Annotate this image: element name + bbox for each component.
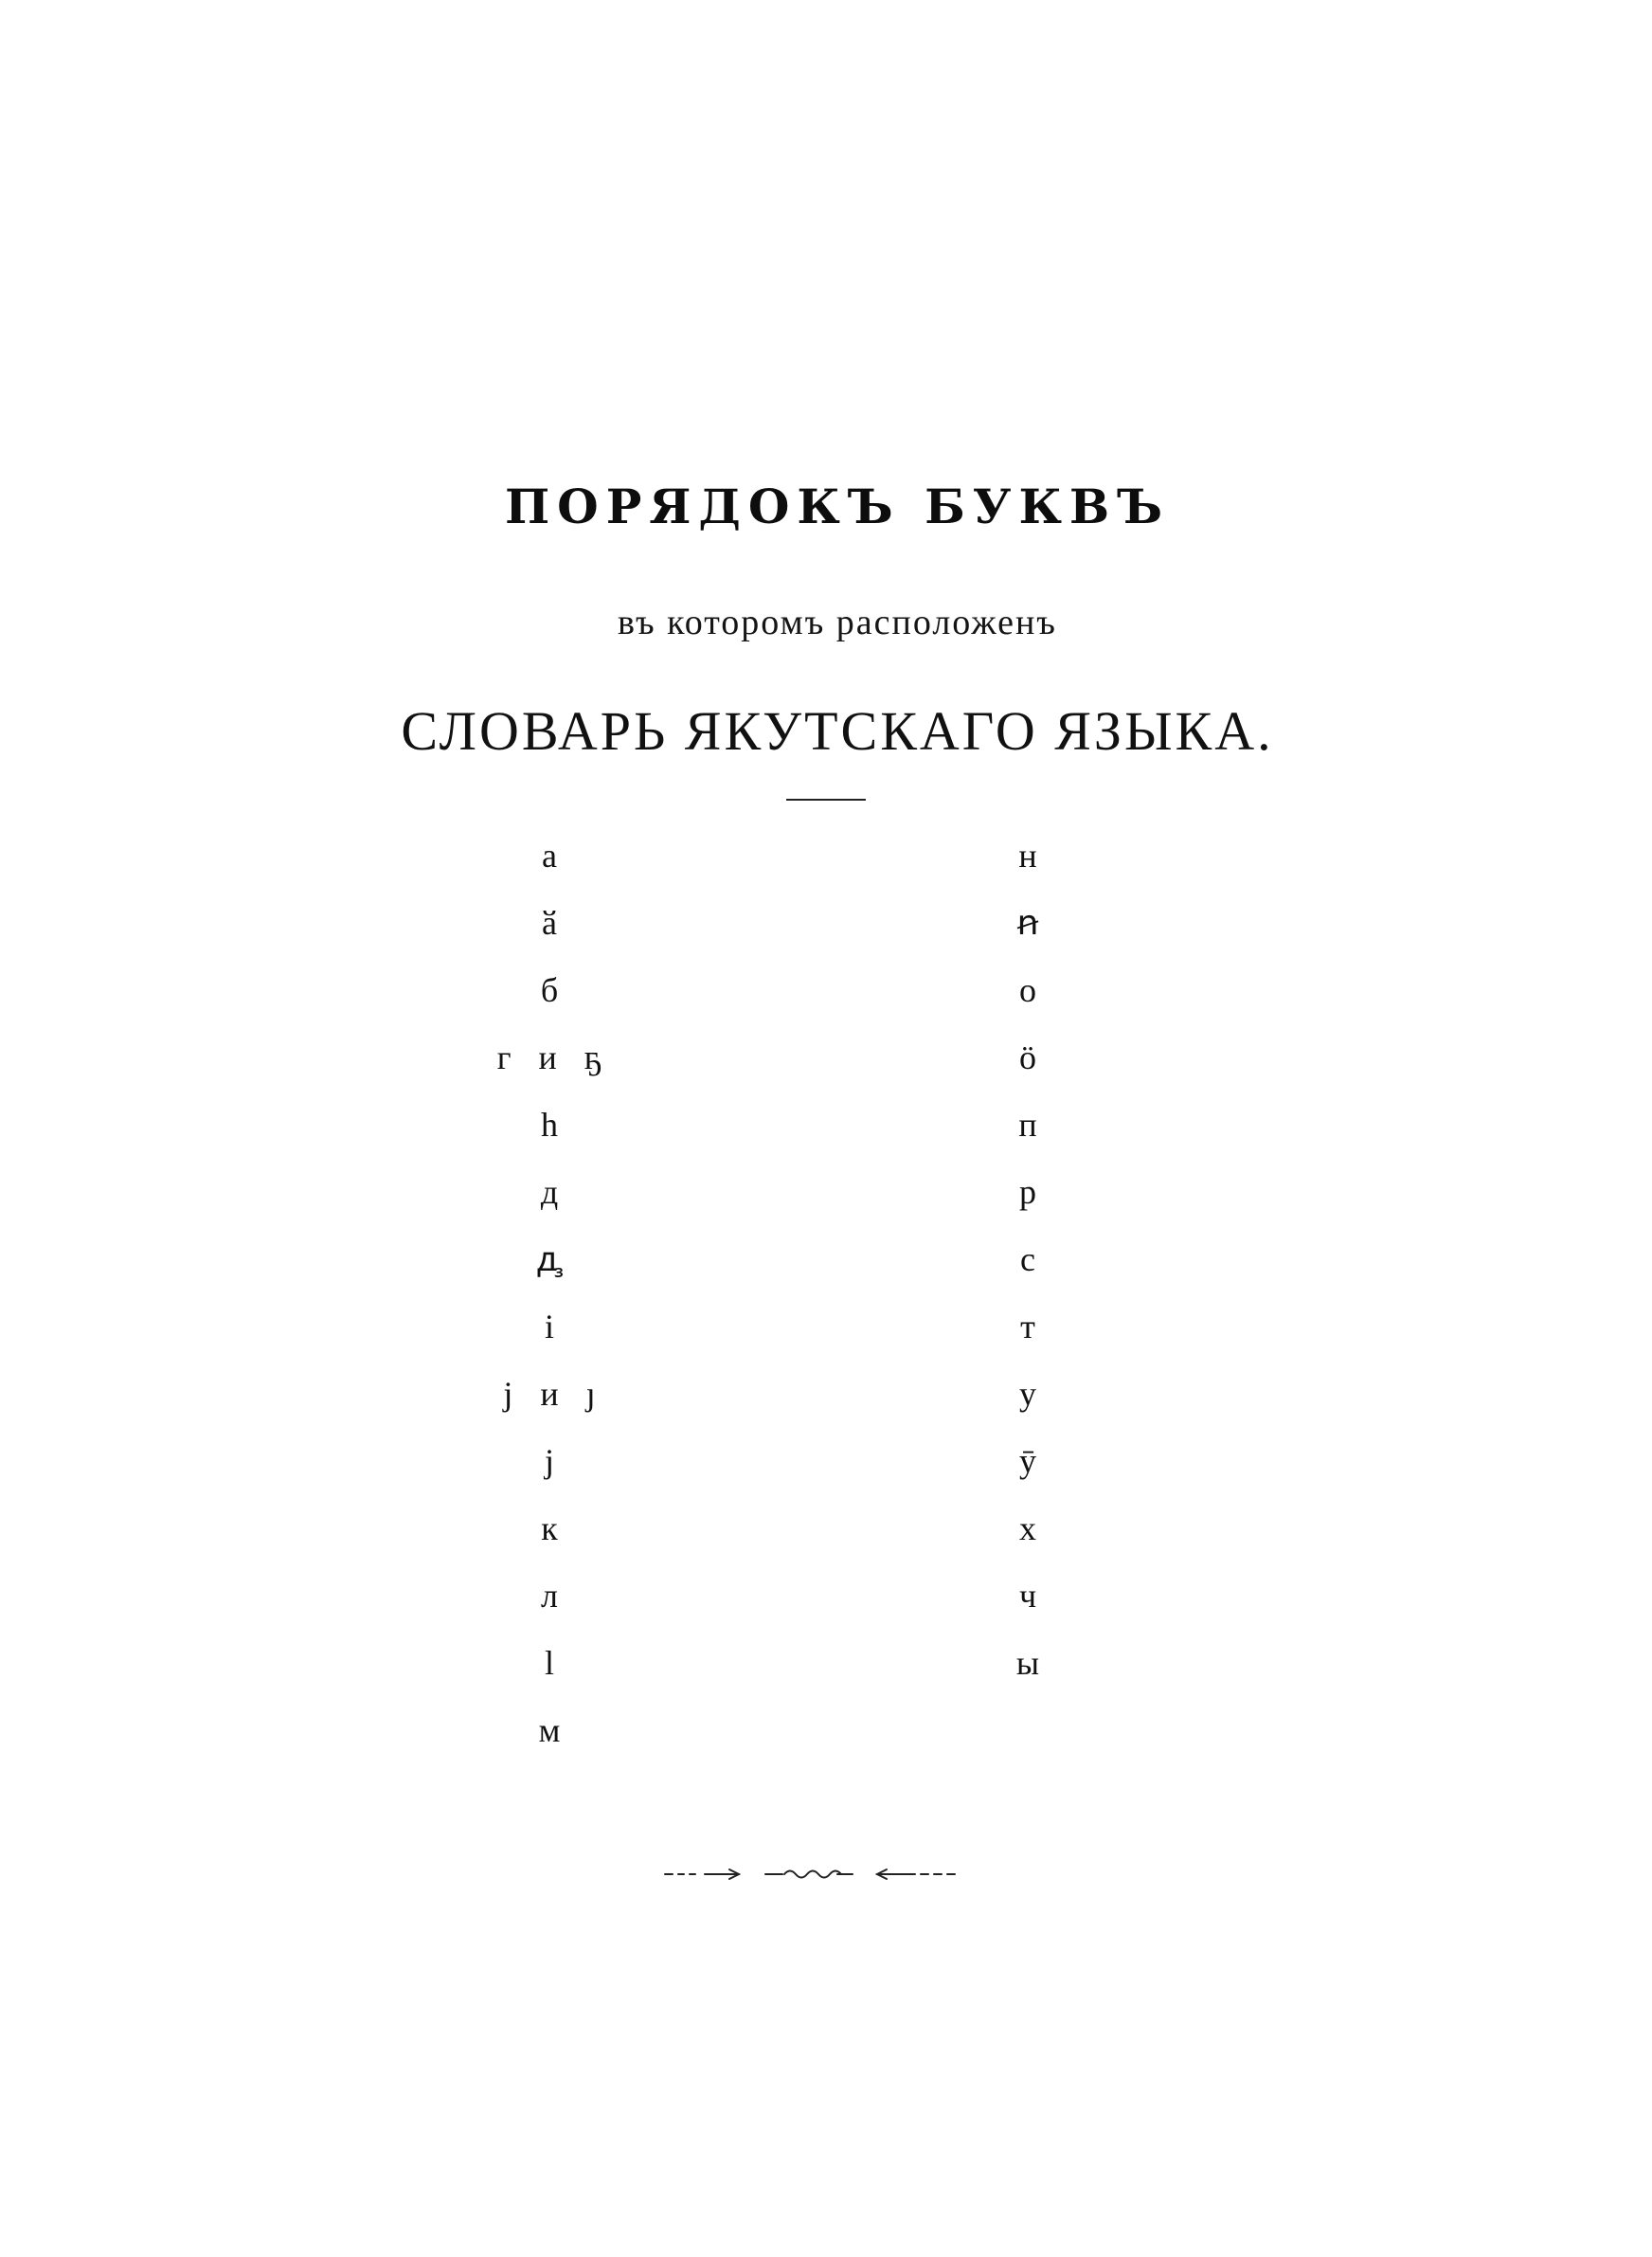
letter-item: х [1019, 1509, 1046, 1547]
letter-item: ы [1015, 1644, 1050, 1682]
letter-item: а [542, 837, 566, 875]
short-rule-divider [786, 799, 866, 801]
letter-item: ꞥ [1016, 904, 1049, 942]
letter-item: н [1018, 837, 1047, 875]
letter-item: l [544, 1644, 564, 1682]
page-title: ПОРЯДОКЪ БУКВЪ [504, 478, 1171, 534]
ornamental-divider [663, 1865, 976, 1884]
letter-item: б [540, 971, 568, 1009]
letter-item: ꚉ [536, 1240, 572, 1278]
letter-item: с [1020, 1240, 1045, 1278]
letter-item: т [1020, 1308, 1045, 1345]
letters-left-column [478, 829, 630, 1771]
letter-item: п [1018, 1106, 1047, 1144]
letter-item: м [538, 1711, 570, 1749]
letter-item: о [1019, 971, 1046, 1009]
letters-right-column [957, 829, 1108, 1704]
letter-item: л [541, 1577, 567, 1615]
letter-item: р [1019, 1173, 1046, 1211]
letter-item: к [541, 1509, 567, 1547]
letter-item: ч [1018, 1577, 1047, 1615]
letter-item: і [544, 1308, 564, 1345]
letter-item: г и ҕ [496, 1038, 612, 1076]
letter-item: һ [541, 1106, 567, 1144]
main-title: СЛОВАРЬ ЯКУТСКАГО ЯЗЫКА. [401, 700, 1274, 762]
letter-item: ј и ȷ [503, 1375, 605, 1413]
letter-item: ј [544, 1442, 564, 1480]
letter-item: ӯ [1019, 1442, 1046, 1480]
letter-item: ӧ [1019, 1038, 1046, 1076]
letter-item: у [1019, 1375, 1046, 1413]
letter-item: д [540, 1173, 568, 1211]
letter-item: ӑ [542, 904, 566, 942]
subtitle: въ которомъ расположенъ [618, 603, 1057, 642]
